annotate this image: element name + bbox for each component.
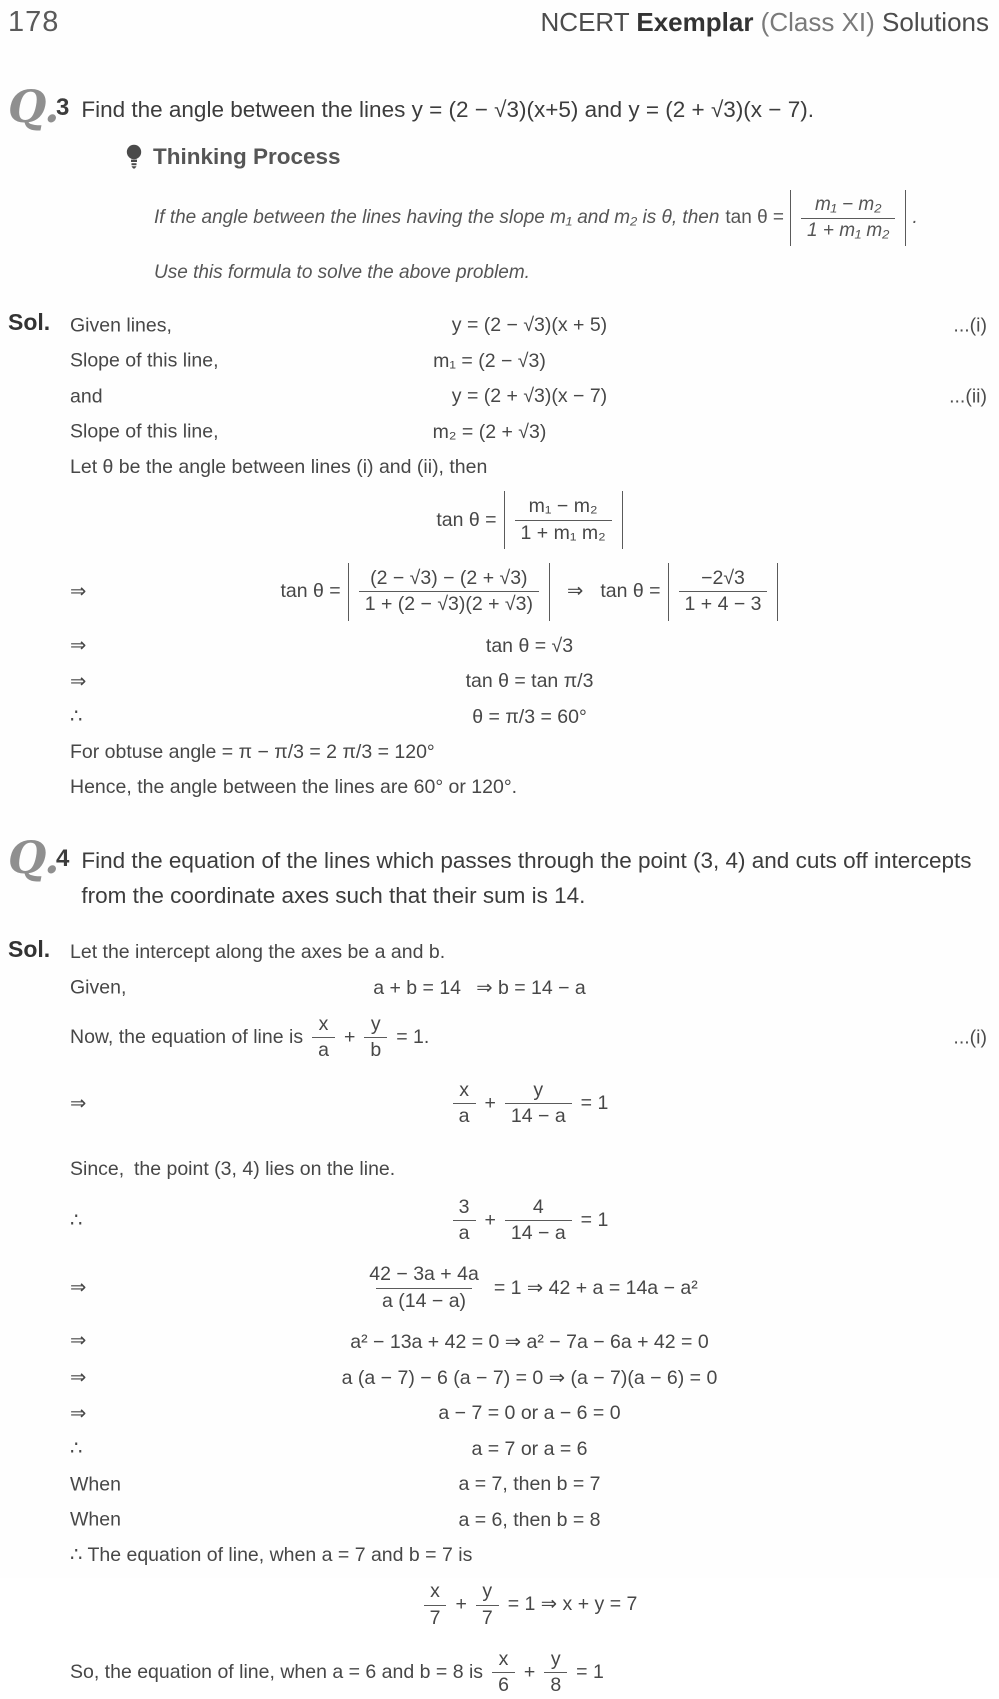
plus-sign: +	[484, 1208, 496, 1231]
slope-fraction	[801, 193, 895, 243]
row-lead: When	[70, 1473, 121, 1496]
fraction-denominator: 14 − a	[505, 1220, 572, 1246]
question-3	[8, 82, 989, 133]
equation	[70, 1647, 604, 1699]
fraction-numerator: 3	[458, 1195, 470, 1218]
row-lead: Given lines,	[70, 314, 172, 337]
implies-symbol: ⇒	[70, 580, 87, 603]
thinking-process-title: Thinking Process	[153, 143, 341, 169]
implies-symbol: ⇒	[566, 580, 584, 603]
thinking-process	[126, 144, 989, 284]
fraction-numerator: x	[459, 1078, 469, 1101]
solution-row-final-77	[70, 1573, 989, 1637]
implies-symbol: ⇒	[70, 670, 87, 693]
fraction-denominator: b	[364, 1037, 387, 1063]
question-text: Find the angle between the lines y = (2 − √3)(x+5) and y = (2 + √3)(x − 7).	[81, 97, 814, 122]
row-lead: Slope of this line,	[70, 349, 219, 372]
fraction	[515, 494, 612, 546]
fraction-numerator: x	[318, 1013, 329, 1036]
equation	[361, 1262, 697, 1314]
therefore-symbol: ∴	[70, 1208, 83, 1231]
equation: y = (2 − √3)(x + 5)	[451, 314, 608, 337]
fraction-numerator: y	[550, 1647, 561, 1670]
row-lead: Slope of this line,	[70, 420, 219, 443]
equation: a = 7, then b = 7	[458, 1473, 601, 1496]
solution-label: Sol.	[8, 309, 51, 336]
book-title-pre: NCERT	[540, 7, 637, 37]
fraction	[505, 1195, 572, 1247]
fraction-denominator: a (14 − a)	[376, 1288, 472, 1314]
equation-ref: ...(i)	[953, 314, 987, 337]
row-lead: Given,	[70, 976, 127, 999]
fraction	[312, 1012, 335, 1064]
absolute-value-group	[348, 563, 550, 621]
question-marker: Q.	[8, 82, 60, 133]
question-4	[8, 832, 989, 914]
fraction-denominator: 7	[476, 1605, 499, 1631]
solution-4	[8, 935, 989, 1698]
row-lead: When	[70, 1508, 121, 1531]
question-number: 4	[56, 844, 70, 872]
solution-body	[70, 308, 989, 805]
fraction-denominator: 1 + (2 − √3)(2 + √3)	[359, 591, 539, 617]
equation: tan θ = √3	[485, 634, 574, 657]
fraction-numerator: m₁ − m₂	[814, 193, 882, 215]
plus-sign: +	[484, 1092, 496, 1115]
solution-row-given	[70, 971, 989, 1006]
equation: tan θ = tan π/3	[465, 670, 594, 693]
fraction-numerator: y	[533, 1078, 544, 1101]
equation	[281, 563, 779, 621]
equation: a (a − 7) − 6 (a − 7) = 0 ⇒ (a − 7)(a − 6) = 0	[341, 1366, 718, 1389]
fraction	[679, 566, 768, 618]
solution-row-given-lines	[70, 308, 989, 343]
implies-symbol: ⇒	[70, 634, 87, 657]
equation-ref: ...(ii)	[949, 385, 987, 408]
fraction	[424, 1579, 447, 1631]
fraction-denominator: 1 + m₁ m₂	[801, 218, 895, 244]
equation-tail: = 1 ⇒ 42 + a = 14a − a²	[493, 1276, 698, 1299]
fraction-denominator: 14 − a	[505, 1103, 572, 1129]
solution-row-and	[70, 379, 989, 414]
solution-row-tan-substitution	[70, 555, 989, 629]
equation-tail: = 1	[580, 1092, 609, 1115]
fraction	[453, 1195, 476, 1247]
equation	[70, 1012, 429, 1064]
row-lead: Now, the equation of line is	[70, 1026, 304, 1049]
fraction-denominator: 7	[424, 1605, 447, 1631]
equation: a² − 13a + 42 = 0 ⇒ a² − 7a − 6a + 42 = 0	[350, 1331, 709, 1354]
solution-row-factor	[70, 1361, 989, 1396]
solution-row-hence: Hence, the angle between the lines are 60° or 120°.	[70, 776, 518, 799]
equation: a = 7 or a = 6	[471, 1437, 588, 1460]
fraction	[453, 1078, 476, 1130]
fraction	[364, 1012, 387, 1064]
equation-tail: = 1	[580, 1208, 609, 1231]
question-text: Find the equation of the lines which passes through the point (3, 4) and cuts off intercepts from the coordinate axes such that their sum is 14.	[81, 847, 972, 908]
fraction-numerator: m₁ − m₂	[528, 495, 598, 518]
equation: y = (2 + √3)(x − 7)	[451, 385, 608, 408]
solution-row-slope1	[70, 344, 989, 379]
fraction-numerator: 42 − 3a + 4a	[369, 1263, 479, 1286]
solution-row-obtuse: For obtuse angle = π − π/3 = 2 π/3 = 120°	[70, 741, 435, 764]
implies-symbol: ⇒	[70, 1092, 87, 1115]
page-header	[8, 6, 989, 39]
equation: a + b = 14 ⇒ b = 14 − a	[373, 976, 586, 999]
equation-tail: = 1.	[396, 1026, 430, 1049]
solution-row-since: Since, the point (3, 4) lies on the line.	[70, 1157, 396, 1180]
row-lead: So, the equation of line, when a = 6 and b = 8 is	[70, 1661, 484, 1684]
implies-symbol: ⇒	[70, 1402, 87, 1425]
solution-3	[8, 308, 989, 805]
solution-row-final-68	[70, 1637, 989, 1699]
solution-row-when-6	[70, 1502, 989, 1537]
fraction-numerator: y	[370, 1013, 381, 1036]
equation: θ = π/3 = 60°	[472, 705, 587, 728]
tan-lhs: tan θ =	[280, 580, 341, 603]
fraction	[492, 1647, 515, 1699]
fraction-numerator: −2√3	[701, 567, 745, 590]
solution-row-expand	[70, 1254, 989, 1322]
equation	[451, 1078, 609, 1130]
fraction	[476, 1579, 499, 1631]
fraction-denominator: a	[453, 1103, 476, 1129]
solution-row-quadratic	[70, 1322, 989, 1360]
thinking-text: If the angle between the lines having the slope m₁ and m₂ is θ, then	[154, 207, 720, 229]
tan-lhs: tan θ =	[600, 580, 661, 603]
book-title-class: (Class XI)	[753, 7, 883, 37]
page-number: 178	[8, 6, 60, 38]
book-title-post: Solutions	[882, 7, 989, 37]
therefore-symbol: ∴	[70, 705, 83, 728]
fraction-denominator: 8	[544, 1672, 567, 1698]
solution-row-let-theta: Let θ be the angle between lines (i) and (ii), then	[70, 456, 488, 479]
implies-symbol: ⇒	[70, 1366, 87, 1389]
plus-sign: +	[523, 1661, 536, 1684]
plus-sign: +	[455, 1593, 467, 1616]
equation: m₁ = (2 − √3)	[433, 349, 546, 372]
solution-row-roots	[70, 1396, 989, 1431]
fraction-numerator: y	[482, 1580, 493, 1603]
equation: a = 6, then b = 8	[458, 1508, 601, 1531]
absolute-value-group	[668, 563, 779, 621]
implies-symbol: ⇒	[70, 1329, 87, 1352]
fraction-numerator: x	[498, 1647, 509, 1670]
thinking-process-footer: Use this formula to solve the above problem.	[154, 262, 530, 284]
solution-row-tan-pi3	[70, 664, 989, 699]
therefore-symbol: ∴	[70, 1437, 83, 1460]
solution-row-slope2	[70, 415, 989, 450]
solution-row-equation-77: ∴ The equation of line, when a = 7 and b = 7 is	[70, 1543, 473, 1566]
plus-sign: +	[343, 1026, 356, 1049]
equation-tail: = 1	[576, 1661, 604, 1684]
absolute-value-group	[504, 491, 623, 549]
solution-body	[70, 935, 989, 1698]
equation: a − 7 = 0 or a − 6 = 0	[438, 1402, 621, 1425]
equation-tail: = 1 ⇒ x + y = 7	[507, 1593, 638, 1616]
fraction-denominator: 1 + 4 − 3	[679, 591, 768, 617]
fraction	[505, 1078, 572, 1130]
fraction-denominator: 1 + m₁ m₂	[515, 520, 612, 546]
book-title-bold: Exemplar	[636, 7, 754, 37]
question-marker: Q.	[8, 832, 60, 884]
solution-label: Sol.	[8, 936, 51, 963]
equation	[422, 1579, 638, 1631]
solution-row-substitute-14	[70, 1070, 989, 1138]
thinking-process-body	[154, 190, 989, 246]
book-title	[541, 7, 989, 38]
row-lead: and	[70, 385, 103, 408]
question-number: 3	[56, 94, 70, 121]
fraction-denominator: a	[453, 1220, 476, 1246]
fraction-denominator: a	[312, 1037, 335, 1063]
equation-ref: ...(i)	[953, 1026, 987, 1049]
solution-row-point-substitution	[70, 1187, 989, 1255]
equation	[436, 491, 622, 549]
solution-row-when-7	[70, 1467, 989, 1502]
tan-lhs: tan θ =	[436, 508, 497, 531]
thinking-process-header	[126, 144, 989, 170]
fraction	[363, 1262, 485, 1314]
fraction-numerator: (2 − √3) − (2 + √3)	[370, 567, 528, 590]
fraction-numerator: 4	[532, 1195, 544, 1218]
solution-row-values	[70, 1432, 989, 1467]
solution-row-theta-60	[70, 700, 989, 735]
tan-lhs: tan θ =	[725, 207, 785, 229]
period: .	[912, 207, 918, 229]
solution-row-intercepts: Let the intercept along the axes be a and b.	[70, 941, 446, 964]
equation	[451, 1195, 609, 1247]
lightbulb-icon	[126, 144, 142, 169]
solution-row-line-equation	[70, 1006, 989, 1070]
fraction	[544, 1647, 567, 1699]
fraction	[359, 566, 539, 618]
absolute-value-group	[790, 190, 906, 246]
implies-symbol: ⇒	[70, 1276, 87, 1299]
fraction-numerator: x	[430, 1580, 440, 1603]
solution-row-tan-definition	[70, 485, 989, 555]
solution-row-tan-sqrt3	[70, 629, 989, 664]
equation: m₂ = (2 + √3)	[432, 420, 547, 443]
fraction-denominator: 6	[492, 1672, 515, 1698]
